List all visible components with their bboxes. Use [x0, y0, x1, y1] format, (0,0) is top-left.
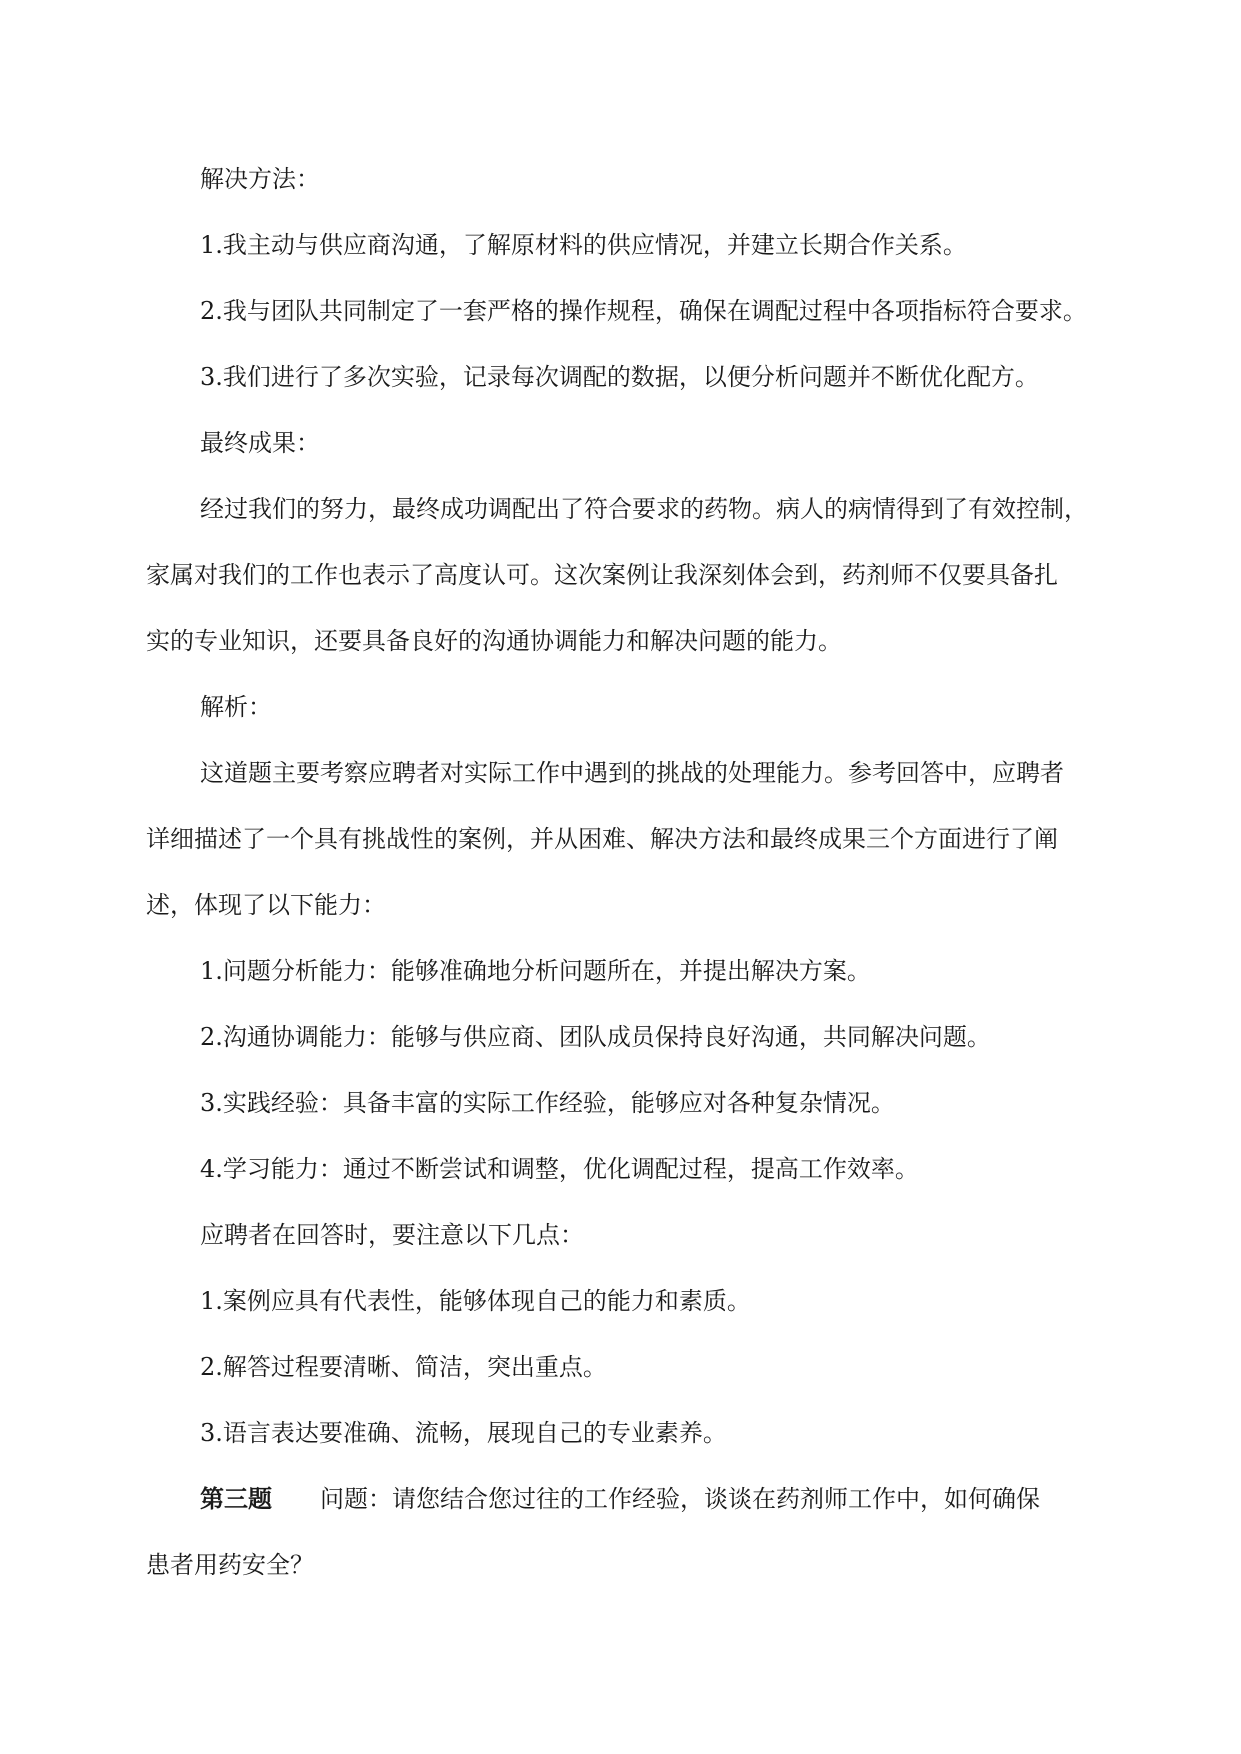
ability-item-2: 2.沟通协调能力：能够与供应商、团队成员保持良好沟通，共同解决问题。: [200, 1023, 991, 1051]
solution-item-2: 2.我与团队共同制定了一套严格的操作规程，确保在调配过程中各项指标符合要求。: [200, 297, 1087, 325]
question-line-1: [200, 1466, 1100, 1532]
ability-item-3: 3.实践经验：具备丰富的实际工作经验，能够应对各种复杂情况。: [200, 1089, 895, 1117]
document-content: [146, 146, 1100, 1598]
result-heading: 最终成果：: [200, 429, 320, 457]
ability-item-4: 4.学习能力：通过不断尝试和调整，优化调配过程，提高工作效率。: [200, 1155, 919, 1183]
analysis-line-2: 详细描述了一个具有挑战性的案例，并从困难、解决方法和最终成果三个方面进行了阐: [146, 825, 1058, 853]
analysis-heading: 解析：: [200, 693, 272, 721]
analysis-line-1: 这道题主要考察应聘者对实际工作中遇到的挑战的处理能力。参考回答中，应聘者: [200, 759, 1064, 787]
question-text-1: 问题：请您结合您过往的工作经验，谈谈在药剂师工作中，如何确保: [320, 1485, 1040, 1513]
note-item-1: 1.案例应具有代表性，能够体现自己的能力和素质。: [200, 1287, 751, 1315]
solution-item-1: 1.我主动与供应商沟通，了解原材料的供应情况，并建立长期合作关系。: [200, 231, 967, 259]
question-line-2: 患者用药安全？: [146, 1551, 314, 1579]
analysis-line-3: 述，体现了以下能力：: [146, 891, 386, 919]
result-paragraph: [146, 476, 1100, 674]
question-title: 第三题: [200, 1485, 272, 1513]
note-item-3: 3.语言表达要准确、流畅，展现自己的专业素养。: [200, 1419, 727, 1447]
ability-item-1: 1.问题分析能力：能够准确地分析问题所在，并提出解决方案。: [200, 957, 871, 985]
question-block: [146, 1466, 1100, 1598]
result-line-1: 经过我们的努力，最终成功调配出了符合要求的药物。病人的病情得到了有效控制，: [200, 495, 1088, 523]
note-item-2: 2.解答过程要清晰、简洁，突出重点。: [200, 1353, 607, 1381]
solution-heading: 解决方法：: [200, 165, 320, 193]
notes-heading: 应聘者在回答时，要注意以下几点：: [200, 1221, 584, 1249]
result-line-2: 家属对我们的工作也表示了高度认可。这次案例让我深刻体会到，药剂师不仅要具备扎: [146, 561, 1058, 589]
result-line-3: 实的专业知识，还要具备良好的沟通协调能力和解决问题的能力。: [146, 627, 842, 655]
solution-item-3: 3.我们进行了多次实验，记录每次调配的数据，以便分析问题并不断优化配方。: [200, 363, 1039, 391]
analysis-paragraph: [146, 740, 1100, 938]
